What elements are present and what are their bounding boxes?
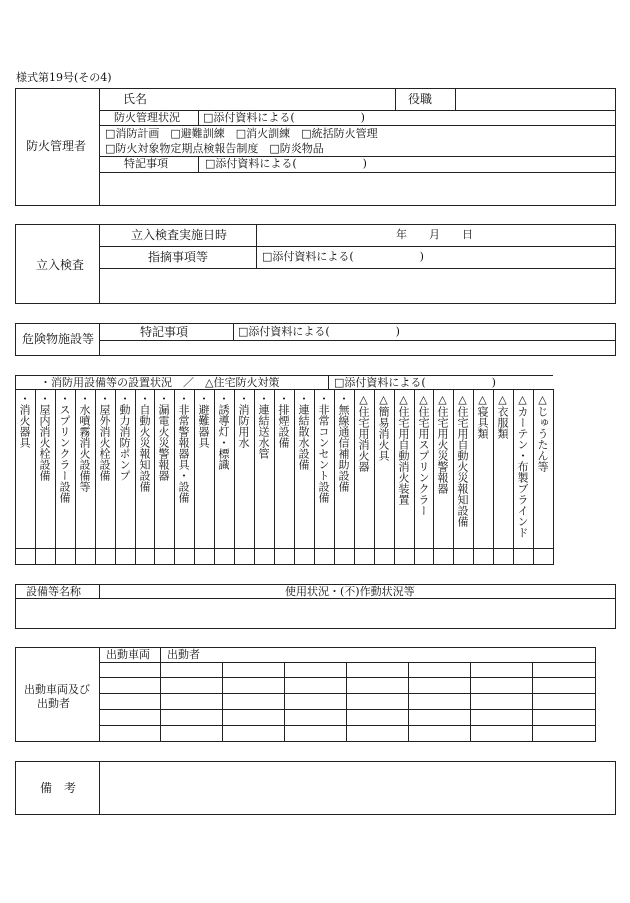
remarks-field[interactable] — [100, 762, 614, 813]
equipment-attached-checkbox[interactable]: □添付資料による( ) — [334, 376, 496, 389]
inspection-date-label: 立入検査実施日時 — [131, 228, 228, 242]
equipment-check-cell[interactable] — [454, 549, 473, 564]
position-field[interactable] — [456, 89, 614, 109]
equipment-column-12: ・消防用水 — [237, 393, 250, 448]
equipment-check-cell[interactable] — [255, 549, 274, 564]
equipment-column-18: △住宅用消火器 — [357, 393, 370, 472]
equipment-check-cell[interactable] — [116, 549, 135, 564]
form-number: 様式第19号(その4) — [16, 71, 112, 84]
usage-status-label: 使用状況・(不)作動状況等 — [285, 585, 415, 598]
equipment-column-1: ・消火器具 — [18, 393, 31, 448]
equipment-name-label: 設備等名称 — [26, 585, 81, 598]
name-label: 氏名 — [123, 92, 148, 106]
equipment-column-16: ・非常コンセント設備 — [317, 393, 330, 503]
equipment-check-cell[interactable] — [215, 549, 234, 564]
equipment-check-cell[interactable] — [474, 549, 493, 564]
checklist-row-2[interactable]: □防火対象物定期点検報告制度 □防炎物品 — [105, 142, 324, 155]
hazardous-label: 危険物施設等 — [22, 332, 95, 346]
equipment-column-3: ・スプリンクラー設備 — [58, 393, 71, 503]
equipment-check-cell[interactable] — [155, 549, 174, 564]
equipment-column-23: △住宅用自動火災報知設備 — [456, 393, 469, 527]
equipment-column-8: ・漏電火災警報器 — [157, 393, 170, 481]
status-label: 防火管理状況 — [114, 111, 180, 124]
equipment-column-4: ・水噴霧消火設備等 — [78, 393, 91, 492]
special-notes-field[interactable] — [100, 173, 614, 204]
equipment-column-2: ・屋内消火栓設備 — [38, 393, 51, 481]
checklist-row-1[interactable]: □消防計画 □避難訓練 □消火訓練 □統括防火管理 — [105, 127, 378, 140]
equipment-column-21: △住宅用スプリンクラー — [417, 393, 430, 516]
equipment-check-cell[interactable] — [175, 549, 194, 564]
equipment-column-6: ・動力消防ポンプ — [118, 393, 131, 481]
dispatch-person-label: 出動者 — [167, 648, 200, 661]
equipment-check-cell[interactable] — [494, 549, 513, 564]
inspection-items-label: 指摘事項等 — [148, 250, 209, 264]
equipment-check-cell[interactable] — [136, 549, 155, 564]
equipment-check-cell[interactable] — [395, 549, 414, 564]
equipment-column-19: △簡易消火具 — [377, 393, 390, 461]
dispatch-label-line1: 出動車両及び — [24, 683, 90, 696]
equipment-column-20: △住宅用自動消火装置 — [397, 393, 410, 505]
usage-notes-field[interactable] — [16, 599, 614, 627]
equipment-check-cell[interactable] — [335, 549, 354, 564]
equipment-column-9: ・非常警報器具・設備 — [177, 393, 190, 503]
equipment-column-5: ・屋外消火栓設備 — [98, 393, 111, 481]
equipment-column-10: ・避難器具 — [197, 393, 210, 448]
remarks-label: 備 考 — [40, 781, 77, 795]
equipment-check-cell[interactable] — [195, 549, 214, 564]
name-field[interactable] — [160, 89, 390, 109]
equipment-check-cell[interactable] — [415, 549, 434, 564]
hazardous-special-label: 特記事項 — [140, 325, 189, 339]
equipment-check-cell[interactable] — [76, 549, 95, 564]
dispatch-label-line2: 出動者 — [37, 697, 70, 710]
equipment-check-cell[interactable] — [275, 549, 294, 564]
special-attached-checkbox[interactable]: □添付資料による( ) — [205, 157, 367, 170]
equipment-column-7: ・自動火災報知設備 — [138, 393, 151, 492]
equipment-column-26: △カーテン・布製ブラインド — [516, 393, 529, 538]
equipment-column-15: ・連結散水設備 — [297, 393, 310, 470]
position-label: 役職 — [408, 92, 433, 106]
equipment-check-cell[interactable] — [16, 549, 35, 564]
equipment-column-24: △寝具類 — [476, 393, 489, 439]
equipment-column-17: ・無線通信補助設備 — [337, 393, 350, 492]
equipment-column-25: △衣服類 — [496, 393, 509, 439]
equipment-check-cell[interactable] — [355, 549, 374, 564]
equipment-check-cell[interactable] — [534, 549, 553, 564]
equipment-column-22: △住宅用火災警報器 — [436, 393, 449, 494]
equipment-check-cell[interactable] — [375, 549, 394, 564]
equipment-column-27: △じゅうたん等 — [536, 393, 549, 472]
equipment-check-cell[interactable] — [514, 549, 533, 564]
hazardous-notes-field[interactable] — [100, 341, 614, 354]
equipment-check-cell[interactable] — [315, 549, 334, 564]
inspection-attached-checkbox[interactable]: □添付資料による( ) — [262, 250, 424, 263]
fire-manager-label: 防火管理者 — [26, 139, 87, 153]
inspection-notes-field[interactable] — [100, 269, 614, 302]
equipment-column-11: ・誘導灯・標識 — [217, 393, 230, 470]
inspection-label: 立入検査 — [36, 258, 85, 272]
hazardous-attached-checkbox[interactable]: □添付資料による( ) — [238, 325, 400, 338]
equipment-check-cell[interactable] — [56, 549, 75, 564]
equipment-check-cell[interactable] — [235, 549, 254, 564]
equipment-check-cell[interactable] — [295, 549, 314, 564]
special-label: 特記事項 — [124, 157, 168, 170]
equipment-check-cell[interactable] — [36, 549, 55, 564]
inspection-date-value[interactable]: 年 月 日 — [396, 228, 473, 241]
equipment-column-14: ・排煙設備 — [277, 393, 290, 448]
equipment-check-cell[interactable] — [434, 549, 453, 564]
equipment-check-cell[interactable] — [96, 549, 115, 564]
status-attached-checkbox[interactable]: □添付資料による( ) — [203, 111, 365, 124]
equipment-column-13: ・連結送水管 — [257, 393, 270, 459]
equipment-header: ・消防用設備等の設置状況 ／ △住宅防火対策 — [40, 376, 280, 389]
vehicle-label: 出動車両 — [106, 648, 150, 661]
